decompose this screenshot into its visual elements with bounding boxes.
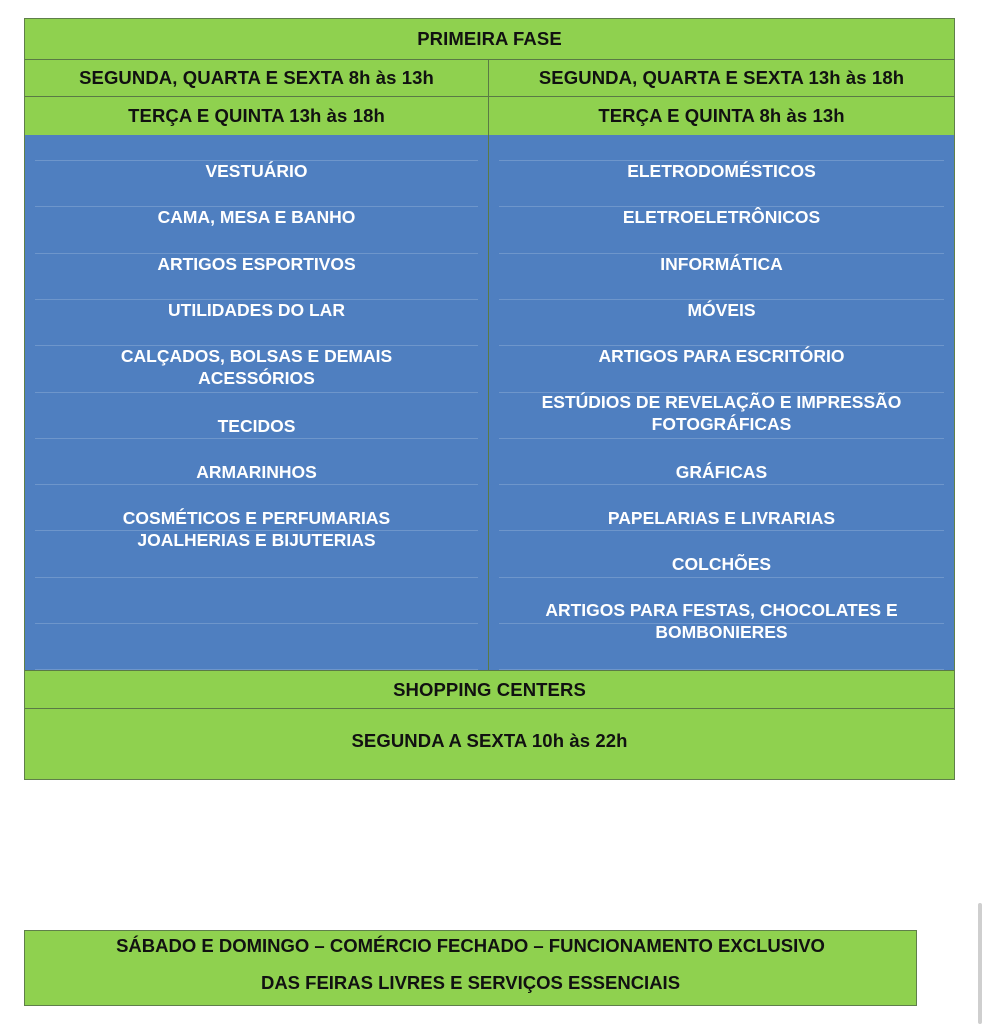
schedule-table — [24, 18, 955, 780]
category-item — [489, 553, 954, 575]
shopping-title: SHOPPING CENTERS — [25, 671, 954, 708]
category-line: ELETROELETRÔNICOS — [622, 207, 821, 227]
category-line: COSMÉTICOS E PERFUMARIAS — [122, 508, 391, 528]
category-line: CAMA, MESA E BANHO — [157, 207, 356, 227]
category-item — [489, 391, 954, 435]
shopping-schedule: SEGUNDA A SEXTA 10h às 22h — [25, 709, 954, 779]
right-schedule-2: TERÇA E QUINTA 8h às 13h — [489, 97, 954, 135]
right-categories — [489, 135, 954, 670]
left-categories — [25, 135, 488, 670]
category-item — [489, 253, 954, 275]
category-item — [489, 599, 954, 643]
category-item — [489, 160, 954, 182]
category-line: ARMARINHOS — [196, 462, 317, 482]
category-item — [25, 160, 488, 182]
category-line: JOALHERIAS E BIJUTERIAS — [137, 530, 376, 550]
category-item — [25, 415, 488, 437]
category-line: MÓVEIS — [687, 300, 756, 320]
category-item — [25, 345, 488, 389]
category-item — [489, 299, 954, 321]
row-guide — [35, 438, 478, 439]
row-guide — [35, 484, 478, 485]
category-line: ARTIGOS PARA ESCRITÓRIO — [598, 346, 845, 366]
category-line: BOMBONIERES — [655, 622, 788, 642]
row-guide — [35, 577, 478, 578]
row-guide — [499, 530, 944, 531]
left-schedule-1: SEGUNDA, QUARTA E SEXTA 8h às 13h — [25, 60, 488, 96]
right-schedule-1: SEGUNDA, QUARTA E SEXTA 13h às 18h — [489, 60, 954, 96]
category-line: ESTÚDIOS DE REVELAÇÃO E IMPRESSÃO — [541, 392, 902, 412]
category-line: VESTUÁRIO — [205, 161, 308, 181]
category-line: INFORMÁTICA — [660, 254, 783, 274]
category-item — [489, 461, 954, 483]
notice-line-1: SÁBADO E DOMINGO – COMÉRCIO FECHADO – FUNCIONAMENTO EXCLUSIVO — [116, 935, 825, 956]
category-line: FOTOGRÁFICAS — [651, 414, 792, 434]
categories-area — [25, 135, 954, 670]
category-item — [489, 206, 954, 228]
row-guide — [499, 484, 944, 485]
row-guide — [499, 577, 944, 578]
category-item — [25, 206, 488, 228]
phase-title: PRIMEIRA FASE — [25, 19, 954, 59]
category-line: ARTIGOS PARA FESTAS, CHOCOLATES E — [545, 600, 898, 620]
category-line: ARTIGOS ESPORTIVOS — [157, 254, 356, 274]
category-line: PAPELARIAS E LIVRARIAS — [607, 508, 836, 528]
row-guide — [35, 623, 478, 624]
category-item — [25, 507, 488, 551]
category-item — [25, 461, 488, 483]
left-schedule-2: TERÇA E QUINTA 13h às 18h — [25, 97, 488, 135]
row-guide — [35, 392, 478, 393]
category-line: TECIDOS — [217, 416, 296, 436]
category-line: COLCHÕES — [671, 554, 772, 574]
row-guide — [499, 438, 944, 439]
category-item — [25, 253, 488, 275]
category-item — [489, 345, 954, 367]
category-line: UTILIDADES DO LAR — [168, 300, 345, 320]
notice-line-2: DAS FEIRAS LIVRES E SERVIÇOS ESSENCIAIS — [260, 972, 681, 993]
category-item — [489, 507, 954, 529]
category-item — [25, 299, 488, 321]
category-line: ACESSÓRIOS — [198, 368, 315, 388]
weekend-notice — [24, 930, 917, 1006]
category-line: ELETRODOMÉSTICOS — [627, 161, 816, 181]
category-line: GRÁFICAS — [675, 462, 768, 482]
scrollbar[interactable] — [978, 903, 982, 1024]
category-line: CALÇADOS, BOLSAS E DEMAIS — [120, 346, 393, 366]
